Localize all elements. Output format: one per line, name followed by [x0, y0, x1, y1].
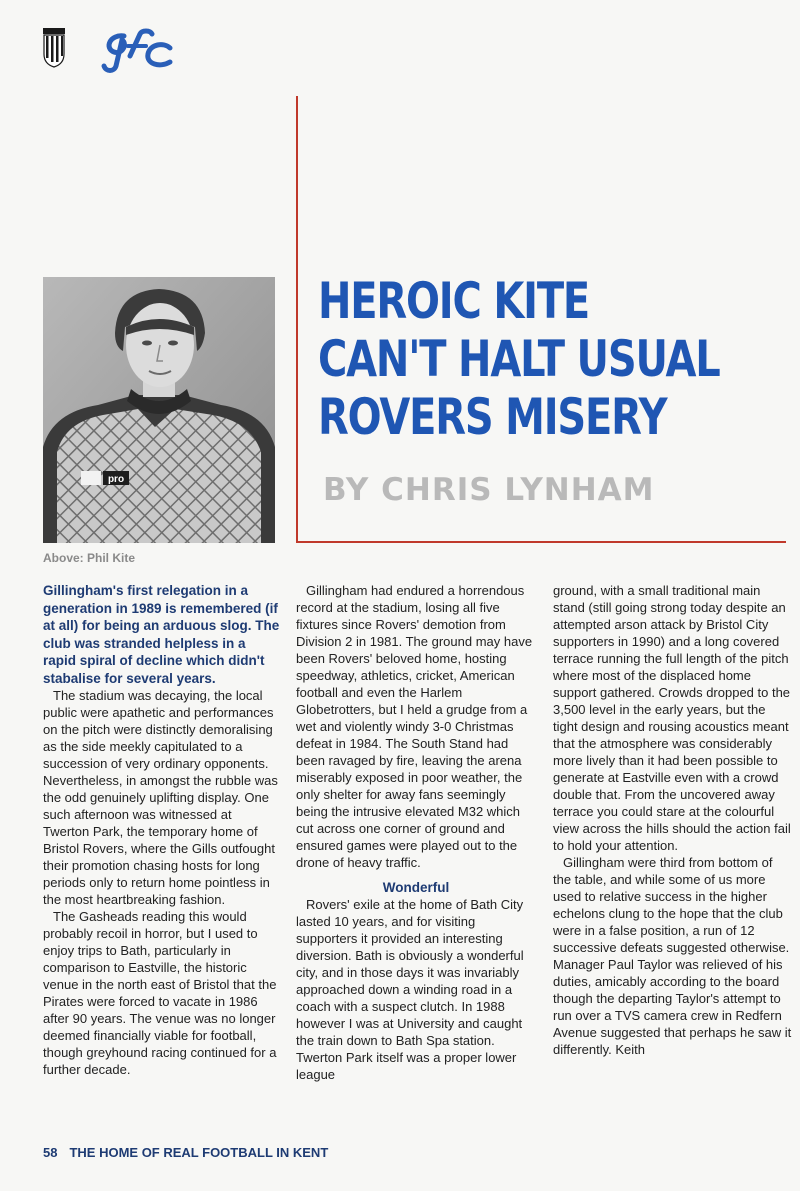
article-paragraph: Rovers' exile at the home of Bath City lasted 10 years, and for visiting supporters it provided an interesting diversion. Bath is obviously a wonderful city, and in those days it was invariably approached down a winding road in a coach with a suspect clutch. In 1988 however I was at University and caught the train down to Bath Spa station. Twerton Park itself was a proper lower league [296, 897, 524, 1082]
headline-line-3: ROVERS MISERY [318, 388, 667, 446]
footer-strapline: THE HOME OF REAL FOOTBALL IN KENT [69, 1145, 329, 1160]
article-column-1 [43, 582, 281, 1078]
article-paragraph: The stadium was decaying, the local public were apathetic and performances on the pitch were distinctly demoralising as the side meekly capitulated to a succession of very ordinary opponents. Nevertheless, in amongst the rubble was the odd genuinely uplifting display. One such afternoon was witnessed at Twerton Park, the temporary home of Bristol Rovers, where the Gills outfought their promotion chasing hosts for long periods only to return home pointless in the most heartbreaking fashion. [43, 688, 278, 907]
article-paragraph: ground, with a small traditional main stand (still going strong today despite an attempted arson attack by Bristol City supporters in 1990) and a long covered terrace running the full length of the pitch where most of the displaced home support gathered. Crowds dropped to the 3,500 level in the early years, but the tight design and rousing acoustics meant that the atmosphere was considerably more lively than it had been possible to generate at Eastville even with a crowd double that. From the uncovered away terrace you could stare at the colourful view across the hills should the action fail to hold your attention. [553, 583, 791, 853]
article-column-3 [553, 582, 793, 1058]
rule-vertical [296, 96, 298, 542]
headline-line-1: HEROIC KITE [318, 272, 590, 330]
player-photo [43, 277, 275, 543]
article-paragraph: Gillingham had endured a horrendous record at the stadium, losing all five fixtures since Rovers' demotion from Division 2 in 1981. The ground may have been Rovers' beloved home, hosting speedway, athletics, cricket, American football and even the Harlem Globetrotters, but I held a grudge from a wet and violently windy 3-0 Christmas defeat in 1984. The South Stand had been ravaged by fire, leaving the arena miserably exposed in poor weather, the only shelter for away fans seemingly being the intrusive elevated M32 which cut across one corner of ground and ensured games were played out to the drone of heavy traffic. [296, 583, 533, 870]
article-paragraph: Gillingham were third from bottom of the table, and while some of us more used to relative success in the higher echelons clung to the hope that the club were in a false position, a run of 12 successive defeats suggested otherwise. Manager Paul Taylor was relieved of his duties, amicably according to the board though the departing Taylor's attempt to run over a TVS camera crew in Redfern Avenue suggested that perhaps he saw it differently. Keith [553, 855, 792, 1057]
page-footer [43, 1145, 328, 1160]
club-crest-icon [43, 28, 65, 68]
article-paragraph: The Gasheads reading this would probably recoil in horror, but I used to enjoy trips to Bath, particularly in comparison to Eastville, the historic venue in the north east of Bristol that the Pirates were forced to vacate in 1986 after 90 years. The venue was no longer deemed financially viable for football, though greyhound racing continued for a further decade. [43, 909, 277, 1077]
byline: BY CHRIS LYNHAM [323, 472, 655, 508]
gfc-logo-icon [100, 26, 176, 74]
article-column-2 [296, 582, 536, 1083]
section-heading: Wonderful [382, 880, 450, 895]
rule-horizontal [296, 541, 786, 543]
photo-caption: Above: Phil Kite [43, 551, 136, 565]
svg-text:pro: pro [107, 474, 125, 485]
article-intro: Gillingham's first relegation in a generation in 1989 is remembered (if at all) for being an arduous slog. The club was stranded helpless in a rapid spiral of decline which didn't stabalise for several years. [43, 583, 280, 686]
page-number: 58 [43, 1145, 58, 1160]
headline [318, 272, 720, 446]
headline-line-2: CAN'T HALT USUAL [318, 330, 720, 388]
